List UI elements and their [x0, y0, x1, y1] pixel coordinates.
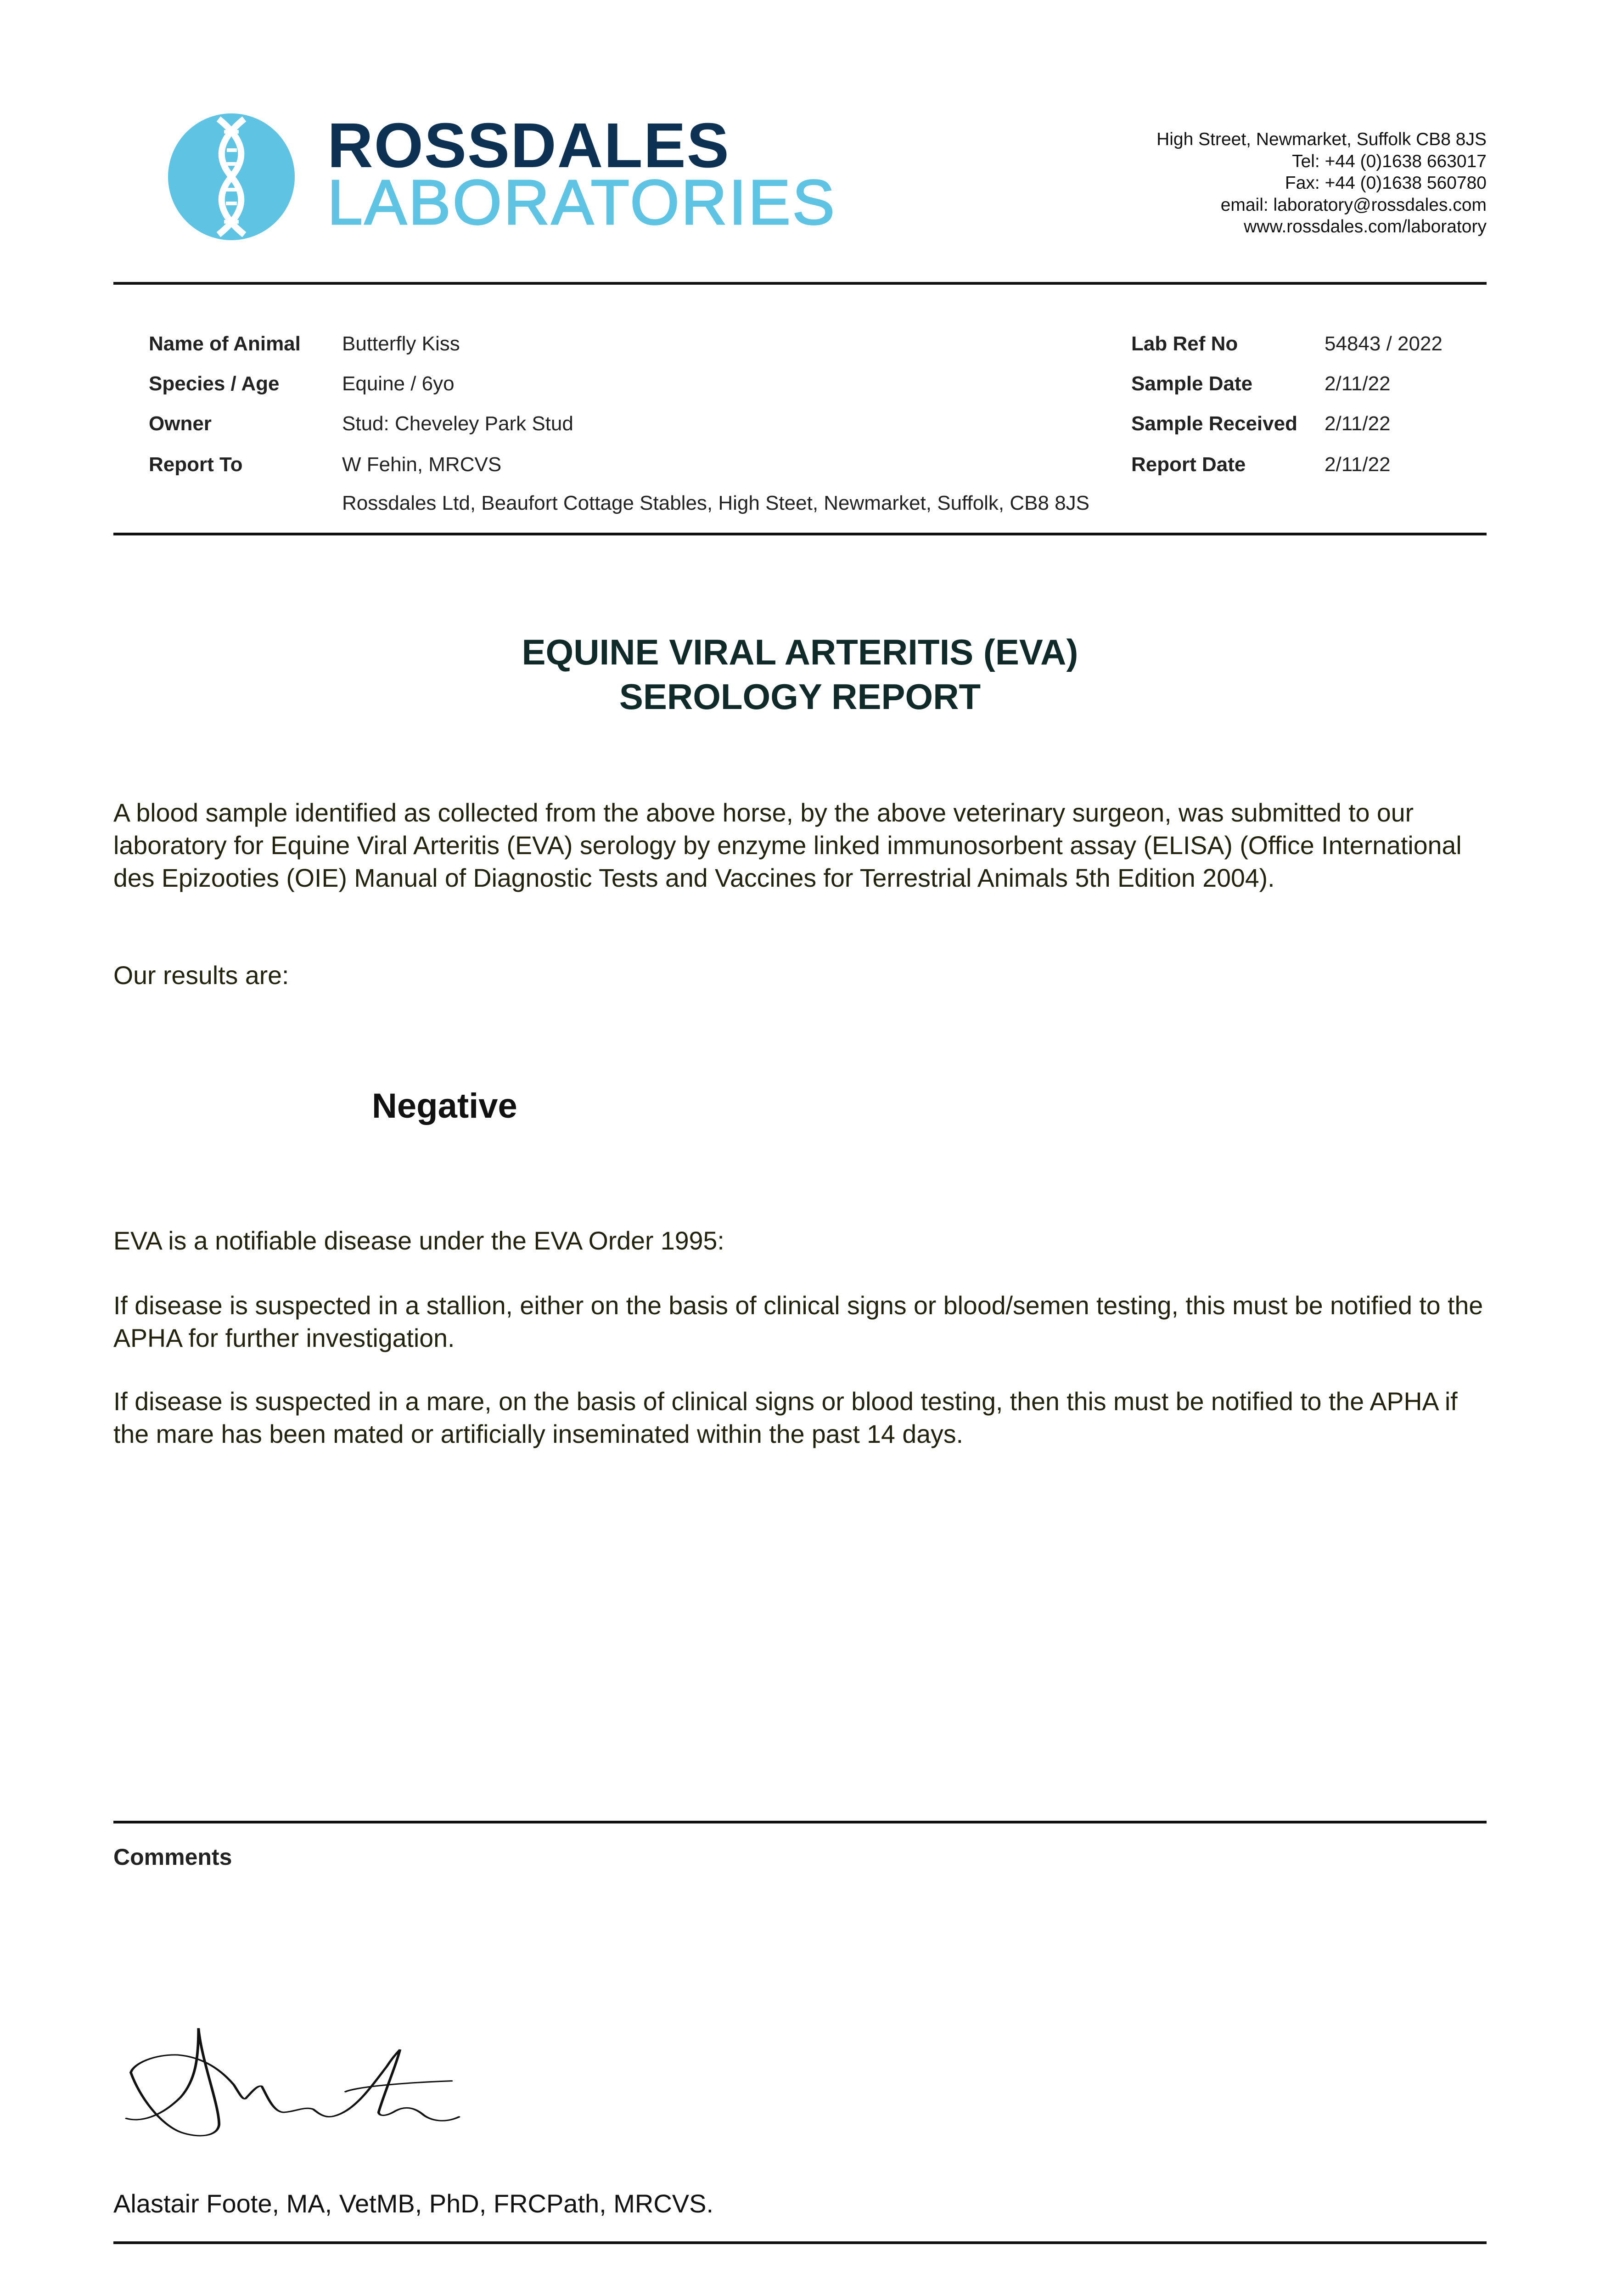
address-website[interactable]: www.rossdales.com/laboratory: [1244, 217, 1487, 236]
value-report-to-address: Rossdales Ltd, Beaufort Cottage Stables, High Steet, Newmarket, Suffolk, CB8 8JS: [342, 492, 1090, 514]
value-lab-ref-no: 54843 / 2022: [1325, 332, 1442, 355]
divider: [113, 533, 1487, 535]
address-fax: Fax: +44 (0)1638 560780: [1285, 173, 1487, 193]
logo-wordmark-laboratories: LABORATORIES: [327, 167, 836, 238]
report-title-line2: SEROLOGY REPORT: [619, 676, 981, 717]
label-name-of-animal: Name of Animal: [149, 332, 301, 355]
label-lab-ref-no: Lab Ref No: [1131, 332, 1238, 355]
report-title: [0, 630, 1600, 719]
label-report-date: Report Date: [1131, 453, 1246, 476]
notifiable-notice: EVA is a notifiable disease under the EVA Order 1995:: [113, 1227, 724, 1255]
mare-note: If disease is suspected in a mare, on the basis of clinical signs or blood testing, then this must be notified to the APHA if the mare has been mated or artificially inseminated within the past 14 days.: [113, 1387, 1458, 1448]
label-owner: Owner: [149, 412, 212, 435]
report-title-line1: EQUINE VIRAL ARTERITIS (EVA): [522, 632, 1078, 672]
value-species-age: Equine / 6yo: [342, 372, 455, 395]
intro-paragraph: A blood sample identified as collected from the above horse, by the above veterinary surgeon, was submitted to our laboratory for Equine Viral Arteritis (EVA) serology by enzyme linked immunosorbent assay (ELISA) (Office International des Epizooties (OIE) Manual of Diagnostic Tests and Vaccines for Terrestrial Animals 5th Edition 2004).: [113, 799, 1462, 892]
value-name-of-animal: Butterfly Kiss: [342, 332, 460, 355]
value-sample-date: 2/11/22: [1325, 372, 1391, 395]
divider: [113, 1821, 1487, 1823]
value-sample-received: 2/11/22: [1325, 412, 1391, 435]
results-intro: Our results are:: [113, 961, 289, 990]
lab-address: [1156, 129, 1487, 238]
address-tel: Tel: +44 (0)1638 663017: [1292, 151, 1487, 171]
divider: [113, 282, 1487, 285]
label-species-age: Species / Age: [149, 372, 280, 395]
dna-helix-icon: [168, 113, 295, 240]
logo-wordmark-rossdales: ROSSDALES: [327, 110, 730, 181]
address-street: High Street, Newmarket, Suffolk CB8 8JS: [1156, 129, 1487, 149]
label-sample-received: Sample Received: [1131, 412, 1297, 435]
label-report-to: Report To: [149, 453, 243, 476]
label-sample-date: Sample Date: [1131, 372, 1253, 395]
value-report-date: 2/11/22: [1325, 453, 1391, 476]
signature: [110, 2020, 569, 2158]
address-email[interactable]: email: laboratory@rossdales.com: [1220, 195, 1487, 215]
result-value: Negative: [372, 1086, 517, 1125]
stallion-note: If disease is suspected in a stallion, either on the basis of clinical signs or blood/semen testing, this must be notified to the APHA for further investigation.: [113, 1291, 1483, 1352]
value-owner: Stud: Cheveley Park Stud: [342, 412, 573, 435]
comments-label: Comments: [113, 1844, 232, 1870]
divider: [113, 2241, 1487, 2244]
signatory-name: Alastair Foote, MA, VetMB, PhD, FRCPath, MRCVS.: [113, 2189, 714, 2218]
value-report-to: W Fehin, MRCVS: [342, 453, 502, 476]
